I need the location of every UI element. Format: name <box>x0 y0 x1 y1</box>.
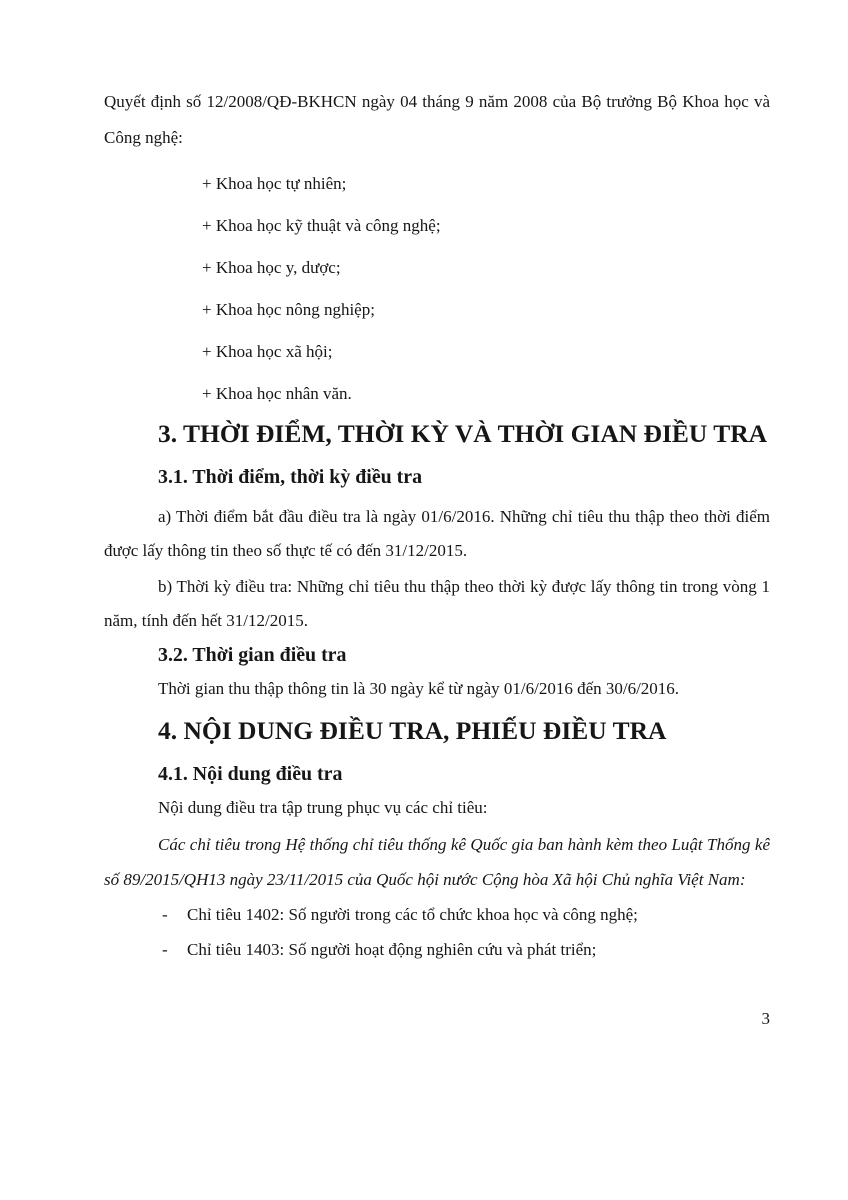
paragraph-3-1-b: b) Thời kỳ điều tra: Những chỉ tiêu thu thập theo thời kỳ được lấy thông tin trong vòng 1 năm, tính đến hết 31/12/2015. <box>104 577 770 630</box>
legal-note-paragraph: Các chỉ tiêu trong Hệ thống chỉ tiêu thống kê Quốc gia ban hành kèm theo Luật Thống kê số 89/2015/QH13 ngày 23/11/2015 của Quốc hội nước Cộng hòa Xã hội Chủ nghĩa Việt Nam: <box>104 835 770 889</box>
list-item: + Khoa học xã hội; <box>202 342 333 361</box>
indicator-list <box>104 897 770 967</box>
paragraph-3-1-a: a) Thời điểm bắt đầu điều tra là ngày 01/6/2016. Những chỉ tiêu thu thập theo thời điểm được lấy thông tin theo số thực tế có đến 31/12/2015. <box>104 507 770 560</box>
section-3-heading: 3. THỜI ĐIỂM, THỜI KỲ VÀ THỜI GIAN ĐIỀU TRA <box>158 419 768 448</box>
dash-bullet: - <box>162 905 168 924</box>
paragraph-3-2: Thời gian thu thập thông tin là 30 ngày kể từ ngày 01/6/2016 đến 30/6/2016. <box>158 679 680 698</box>
section-3-2-heading: 3.2. Thời gian điều tra <box>158 644 347 666</box>
list-item: + Khoa học tự nhiên; <box>202 174 347 193</box>
science-field-list <box>104 163 770 415</box>
paragraph-4-1: Nội dung điều tra tập trung phục vụ các chỉ tiêu: <box>158 798 488 817</box>
dash-bullet: - <box>162 940 168 959</box>
list-item: + Khoa học kỹ thuật và công nghệ; <box>202 216 441 235</box>
intro-paragraph: Quyết định số 12/2008/QĐ-BKHCN ngày 04 tháng 9 năm 2008 của Bộ trưởng Bộ Khoa học và Công nghệ: <box>104 92 770 147</box>
indicator-item <box>104 897 770 932</box>
section-3-1-heading: 3.1. Thời điểm, thời kỳ điều tra <box>158 466 423 488</box>
indicator-text: Chỉ tiêu 1403: Số người hoạt động nghiên cứu và phát triển; <box>187 940 597 959</box>
list-item: + Khoa học nông nghiệp; <box>202 300 375 319</box>
section-4-heading: 4. NỘI DUNG ĐIỀU TRA, PHIẾU ĐIỀU TRA <box>158 716 667 745</box>
list-item: + Khoa học y, dược; <box>202 258 341 277</box>
indicator-item <box>104 932 770 967</box>
page-number: 3 <box>761 1009 770 1028</box>
list-item: + Khoa học nhân văn. <box>202 384 352 403</box>
indicator-text: Chỉ tiêu 1402: Số người trong các tổ chức khoa học và công nghệ; <box>187 905 638 924</box>
section-4-1-heading: 4.1. Nội dung điều tra <box>158 763 343 785</box>
